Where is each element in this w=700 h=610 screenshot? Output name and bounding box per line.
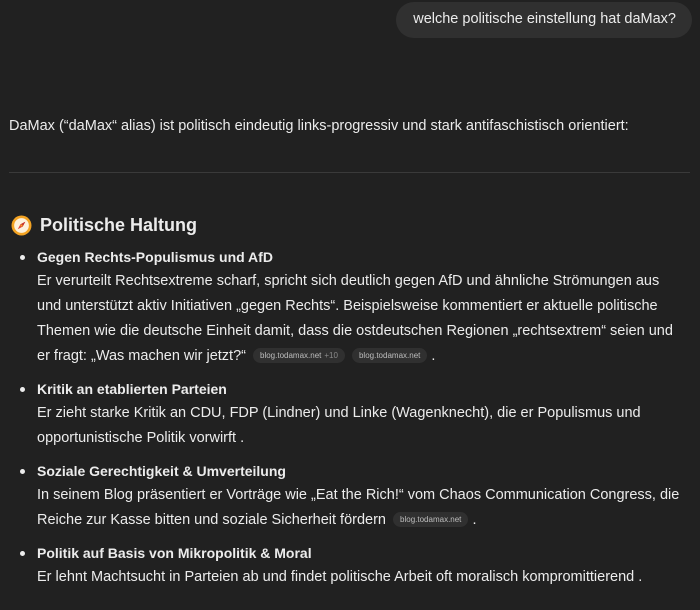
point-title: Kritik an etablierten Parteien xyxy=(37,381,227,397)
user-message-bubble xyxy=(396,2,692,38)
point-body-wrapper xyxy=(37,565,680,590)
compass-icon xyxy=(11,215,32,236)
point-title: Gegen Rechts-Populismus und AfD xyxy=(37,249,273,265)
point-body: In seinem Blog präsentiert er Vorträge wie „Eat the Rich!“ vom Chaos Communication Congress, die Reiche zur Kasse bitten und soziale Sicherheit fördern xyxy=(37,487,680,528)
point-body: Er lehnt Machtsucht in Parteien ab und findet politische Arbeit oft moralisch kompromittierend . xyxy=(37,569,643,585)
list-item xyxy=(0,461,700,533)
list-item xyxy=(0,247,700,369)
bullet-icon xyxy=(20,469,25,474)
point-body: Er zieht starke Kritik an CDU, FDP (Lindner) und Linke (Wagenknecht), die er Populismus und opportunistische Politik vorwirft . xyxy=(37,405,641,446)
source-chip-label: blog.todamax.net xyxy=(260,351,322,360)
source-chip-label: blog.todamax.net xyxy=(358,351,421,360)
point-body: Er verurteilt Rechtsextreme scharf, spricht sich deutlich gegen AfD und ähnliche Strömungen aus und unterstützt aktiv Initiativen „gegen Rechts“. Beispielsweise kommentiert er aktuelle politische Themen wie die deutsche Einheit damit, dass die ostdeutschen Regionen „rechtsextrem“ seien und er fragt: „Was machen wir jetzt?“ xyxy=(37,273,673,364)
point-body-wrapper xyxy=(37,269,680,369)
point-body-wrapper xyxy=(37,401,680,451)
assistant-intro-text: DaMax (“daMax“ alias) ist politisch eindeutig links-progressiv und stark antifaschistisch orientiert: xyxy=(9,118,629,134)
point-title: Politik auf Basis von Mikropolitik & Moral xyxy=(37,545,312,561)
source-chip-label: blog.todamax.net xyxy=(400,515,462,524)
user-message-text: welche politische einstellung hat daMax? xyxy=(413,11,676,27)
point-body-wrapper xyxy=(37,483,680,533)
source-chip[interactable] xyxy=(393,512,468,527)
section-heading xyxy=(11,211,197,239)
bullet-icon xyxy=(20,255,25,260)
point-tail: . xyxy=(472,512,477,528)
source-chip-count: +10 xyxy=(324,351,338,360)
source-chip[interactable] xyxy=(253,348,345,363)
section-divider xyxy=(9,172,690,173)
point-tail: . xyxy=(431,348,436,364)
list-item xyxy=(0,379,700,451)
bullet-icon xyxy=(20,551,25,556)
bullet-icon xyxy=(20,387,25,392)
list-item xyxy=(0,543,700,590)
political-points-list xyxy=(0,247,700,600)
point-title: Soziale Gerechtigkeit & Umverteilung xyxy=(37,463,286,479)
section-title: Politische Haltung xyxy=(40,214,198,235)
source-chip[interactable] xyxy=(352,348,427,363)
